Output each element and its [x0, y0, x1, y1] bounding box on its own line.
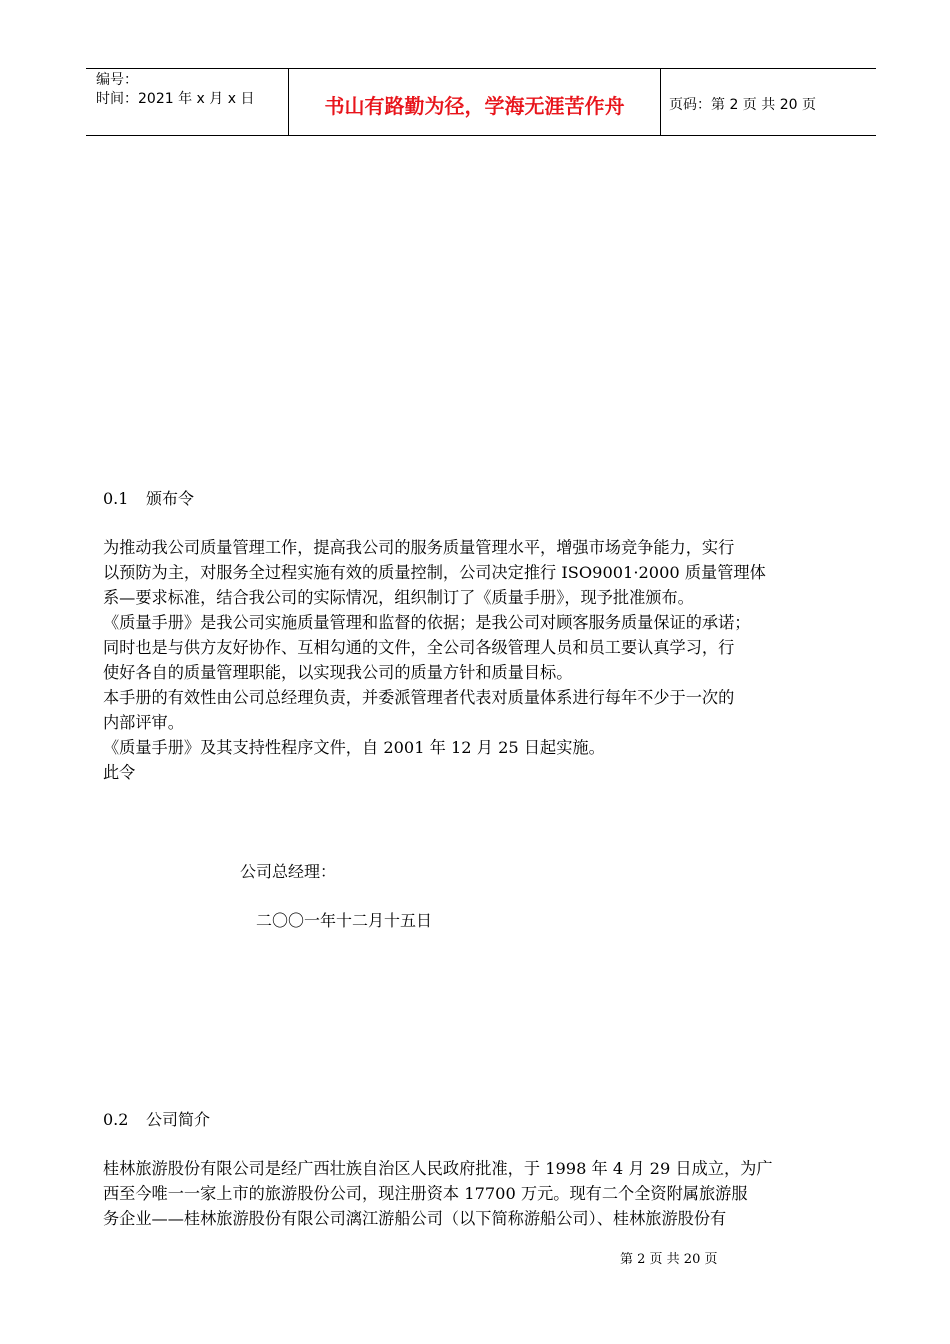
paragraph-line: 系—要求标准，结合我公司的实际情况，组织制订了《质量手册》，现予批准颁布。	[103, 588, 694, 607]
company-intro-body	[103, 1156, 883, 1231]
paragraph-line: 为推动我公司质量管理工作，提高我公司的服务质量管理水平，增强市场竞争能力，实行	[103, 538, 735, 557]
paragraph-line: 务企业——桂林旅游股份有限公司漓江游船公司（以下简称游船公司）、桂林旅游股份有	[103, 1209, 727, 1228]
header-time: 时间：2021 年 x 月 x 日	[96, 91, 255, 107]
section-heading-company	[103, 1107, 210, 1130]
page-footer: 第 2 页 共 20 页	[620, 1252, 718, 1267]
section-title: 公司简介	[146, 1110, 211, 1129]
section-title: 颁布令	[146, 489, 195, 508]
header-page-info: 页码：第 2 页 共 20 页	[669, 97, 816, 113]
decree-body	[103, 535, 883, 785]
signature-label: 公司总经理：	[240, 862, 337, 881]
paragraph-line: 西至今唯一一家上市的旅游股份公司，现注册资本 17700 万元。现有二个全资附属旅游服	[103, 1184, 748, 1203]
page-header	[86, 68, 876, 136]
decree-date: 二〇〇一年十二月十五日	[256, 911, 433, 930]
header-number-label: 编号：	[96, 72, 138, 88]
header-motto: 书山有路勤为径，学海无涯苦作舟	[288, 69, 661, 135]
paragraph-line: 桂林旅游股份有限公司是经广西壮族自治区人民政府批准，于 1998 年 4 月 29 日成立，为广	[103, 1159, 773, 1178]
paragraph-line: 此令	[103, 763, 136, 782]
paragraph-line: 《质量手册》及其支持性程序文件，自 2001 年 12 月 25 日起实施。	[103, 738, 605, 757]
paragraph-line: 《质量手册》是我公司实施质量管理和监督的依据；是我公司对顾客服务质量保证的承诺；	[103, 613, 751, 632]
section-number: 0.2	[103, 1110, 129, 1129]
paragraph-line: 使好各自的质量管理职能，以实现我公司的质量方针和质量目标。	[103, 663, 573, 682]
paragraph-line: 本手册的有效性由公司总经理负责，并委派管理者代表对质量体系进行每年不少于一次的	[103, 688, 735, 707]
paragraph-line: 同时也是与供方友好协作、互相勾通的文件，全公司各级管理人员和员工要认真学习，行	[103, 638, 735, 657]
section-number: 0.1	[103, 489, 129, 508]
paragraph-line: 以预防为主，对服务全过程实施有效的质量控制，公司决定推行 ISO9001·2000 质量管理体	[103, 563, 766, 582]
paragraph-line: 内部评审。	[103, 713, 184, 732]
section-heading-decree	[103, 486, 194, 509]
header-meta	[86, 69, 288, 135]
